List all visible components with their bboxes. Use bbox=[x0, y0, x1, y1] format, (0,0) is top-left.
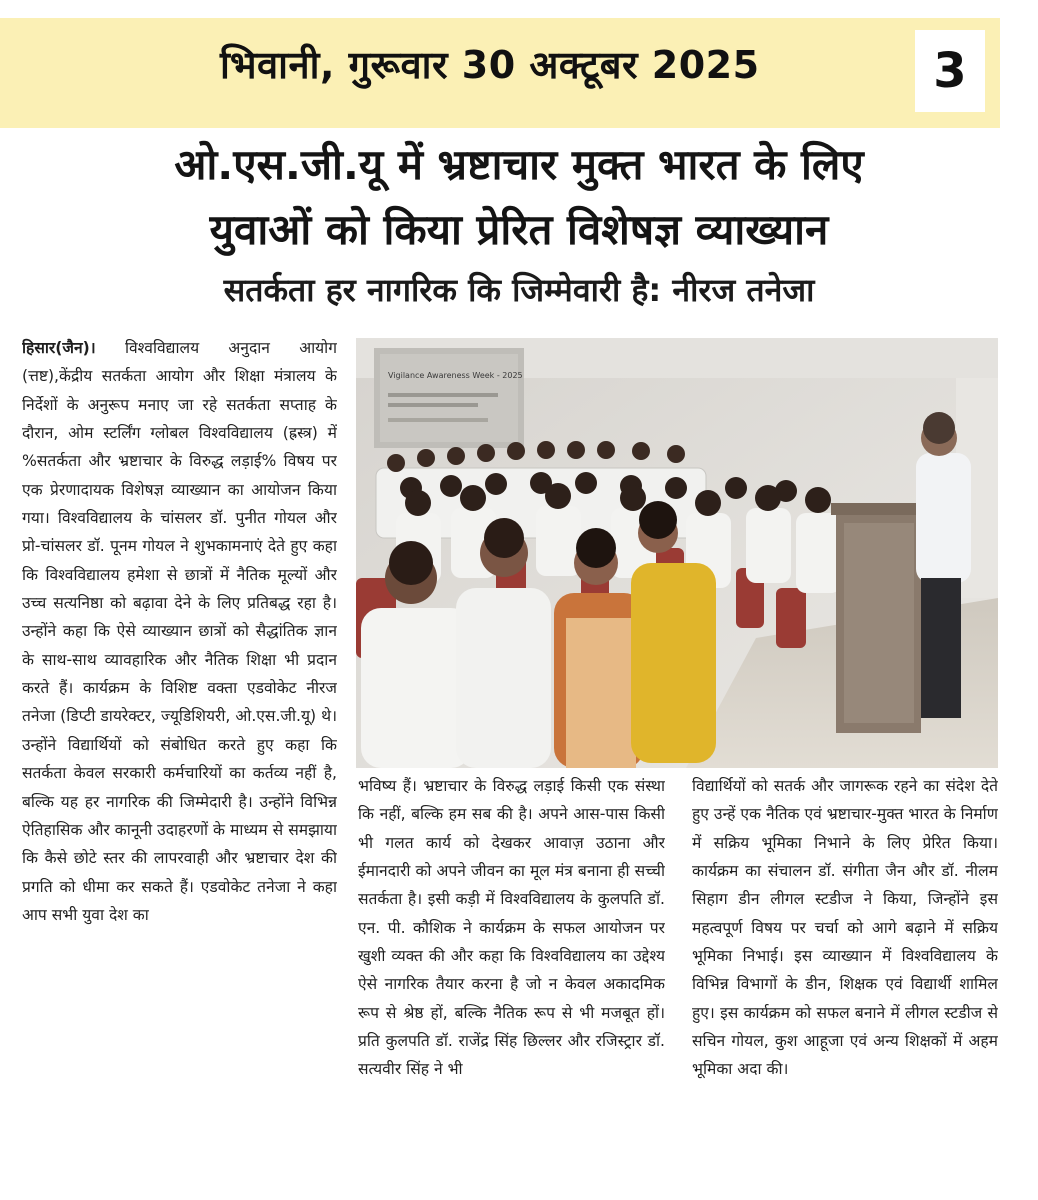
article-column-2 bbox=[358, 772, 665, 1200]
column-3-body: विद्यार्थियों को सतर्क और जागरूक रहने का संदेश देते हुए उन्हें एक नैतिक एवं भ्रष्टाचार-मुक्त भारत के निर्माण में सक्रिय भूमिका निभाने के लिए प्रेरित किया। कार्यक्रम का संचालन डॉ. संगीता जैन और डॉ. नीलम सिहाग डीन लीगल स्टडीज ने किया, जिन्होंने इस महत्वपूर्ण विषय पर चर्चा को आगे बढ़ाने में सक्रिय भूमिका निभाई। इस व्याख्यान में विश्वविद्यालय के विभिन्न विभागों के डीन, शिक्षक एवं विद्यार्थी शामिल हुए। इस कार्यक्रम को सफल बनाने में लीगल स्टडीज से सचिन गोयल, कुश आहूजा एवं अन्य शिक्षकों में अहम भूमिका अदा की। bbox=[692, 777, 998, 1079]
dateline-lead: हिसार(जैन)। bbox=[22, 339, 96, 357]
headline-line-1: ओ.एस.जी.यू में भ्रष्टाचार मुक्त भारत के लिए bbox=[174, 140, 864, 189]
headline-line-2: युवाओं को किया प्रेरित विशेषज्ञ व्याख्यान bbox=[209, 205, 829, 254]
column-2-body: भविष्य हैं। भ्रष्टाचार के विरुद्ध लड़ाई किसी एक संस्था कि नहीं, बल्कि हम सब की है। अपने आस-पास किसी भी गलत कार्य को देखकर आवाज़ उठाना और ईमानदारी को अपने जीवन का मूल मंत्र बनाना ही सच्ची सतर्कता है। इसी कड़ी में विश्वविद्यालय के कुलपति डॉ. एन. पी. कौशिक ने कार्यक्रम के सफल आयोजन पर खुशी व्यक्त की और कहा कि विश्वविद्यालय का उद्देश्य ऐसे नागरिक तैयार करना है जो न केवल अकादमिक रूप से श्रेष्ठ हों, बल्कि नैतिक रूप से भी मजबूत हों। प्रति कुलपति डॉ. राजेंद्र सिंह छिल्लर और रजिस्ट्रार डॉ. सत्यवीर सिंह ने भी bbox=[358, 777, 665, 1079]
event-banner bbox=[374, 348, 524, 448]
subheadline: सतर्कता हर नागरिक कि जिम्मेवारी है: नीरज तनेजा bbox=[223, 271, 815, 309]
column-1-body: विश्वविद्यालय अनुदान आयोग (त्तष्ट),केंद्रीय सतर्कता आयोग और शिक्षा मंत्रालय के निर्देशों के अनुरूप मनाए जा रहे सतर्कता सप्ताह के दौरान, ओम स्टर्लिंग ग्लोबल विश्वविद्यालय (ह्रस्त्र) में %सतर्कता और भ्रष्टाचार के विरुद्ध लड़ाई% विषय पर एक प्रेरणादायक विशेषज्ञ व्याख्यान का आयोजन किया गया। विश्वविद्यालय के चांसलर डॉ. पुनीत गोयल और प्रो-चांसलर डॉ. पूनम गोयल ने शुभकामनाएं देते हुए कहा कि विश्वविद्यालय हमेशा से छात्रों में नैतिक मूल्यों और उच्च सत्यनिष्ठा को बढ़ावा देने के लिए प्रतिबद्ध रहा है। उन्होंने कहा कि ऐसे व्याख्यान छात्रों को सैद्धांतिक ज्ञान के साथ-साथ व्यावहारिक और नैतिक शिक्षा भी प्रदान करते हैं। कार्यक्रम के विशिष्ट वक्ता एडवोकेट नीरज तनेजा (डिप्टी डायरेक्टर, ज्यूडिशियरी, ओ.एस.जी.यू) थे। उन्होंने विद्यार्थियों को संबोधित करते हुए कहा कि सतर्कता केवल सरकारी कर्मचारियों का कर्तव्य नहीं है, बल्कि यह हर नागरिक की जिम्मेदारी है। उन्होंने विभिन्न ऐतिहासिक और कानूनी उदाहरणों के माध्यम से समझाया कि कैसे छोटे स्तर की लापरवाही और भ्रष्टाचार देश की प्रगति को धीमा कर सकते हैं। एडवोकेट तनेजा ने कहा आप सभी युवा देश का bbox=[22, 339, 337, 924]
article-column-1 bbox=[22, 334, 337, 1200]
article-column-3 bbox=[692, 772, 998, 1200]
event-photo bbox=[356, 338, 998, 768]
page-number: 3 bbox=[915, 30, 985, 112]
banner-text: Vigilance Awareness Week - 2025 bbox=[388, 371, 523, 380]
lecture-hall-photo bbox=[356, 338, 998, 768]
dateline: भिवानी, गुरूवार 30 अक्टूबर 2025 bbox=[220, 43, 760, 87]
podium bbox=[831, 503, 926, 733]
